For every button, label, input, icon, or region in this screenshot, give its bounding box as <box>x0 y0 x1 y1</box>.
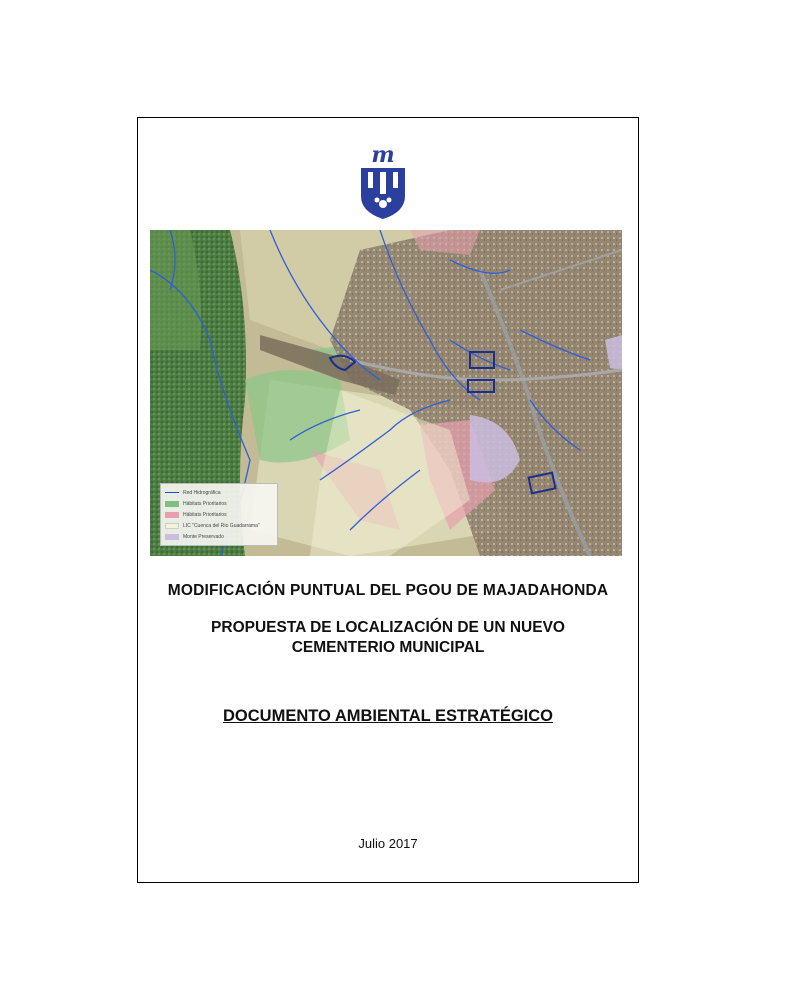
river-line-swatch <box>165 492 179 493</box>
subtitle-line: CEMENTERIO MUNICIPAL <box>291 639 485 656</box>
document-title: MODIFICACIÓN PUNTUAL DEL PGOU DE MAJADAHONDA <box>167 582 609 599</box>
legend-label: Hábitats Prioritarios <box>183 511 227 518</box>
green-swatch <box>165 501 179 507</box>
document-date: Julio 2017 <box>358 836 418 851</box>
purple-swatch <box>165 534 179 540</box>
legend-label: LIC "Cuenca del Río Guadarrama" <box>183 522 260 529</box>
majadahonda-crest-logo <box>358 142 408 220</box>
svg-text:m: m <box>371 142 395 168</box>
map-legend <box>160 483 278 546</box>
pink-swatch <box>165 512 179 518</box>
legend-item <box>165 509 273 520</box>
legend-item <box>165 498 273 509</box>
legend-label: Monte Preservado <box>183 533 224 540</box>
document-type-heading: DOCUMENTO AMBIENTAL ESTRATÉGICO <box>223 707 553 725</box>
legend-label: Hábitats Prioritarios <box>183 500 227 507</box>
cream-swatch <box>165 523 179 529</box>
legend-item <box>165 520 273 531</box>
legend-item <box>165 487 273 498</box>
legend-item <box>165 531 273 542</box>
subtitle-line: PROPUESTA DE LOCALIZACIÓN DE UN NUEVO <box>211 619 565 636</box>
legend-label: Red Hidrográfica <box>183 489 221 496</box>
document-subtitle <box>137 618 639 658</box>
location-map <box>150 230 622 556</box>
